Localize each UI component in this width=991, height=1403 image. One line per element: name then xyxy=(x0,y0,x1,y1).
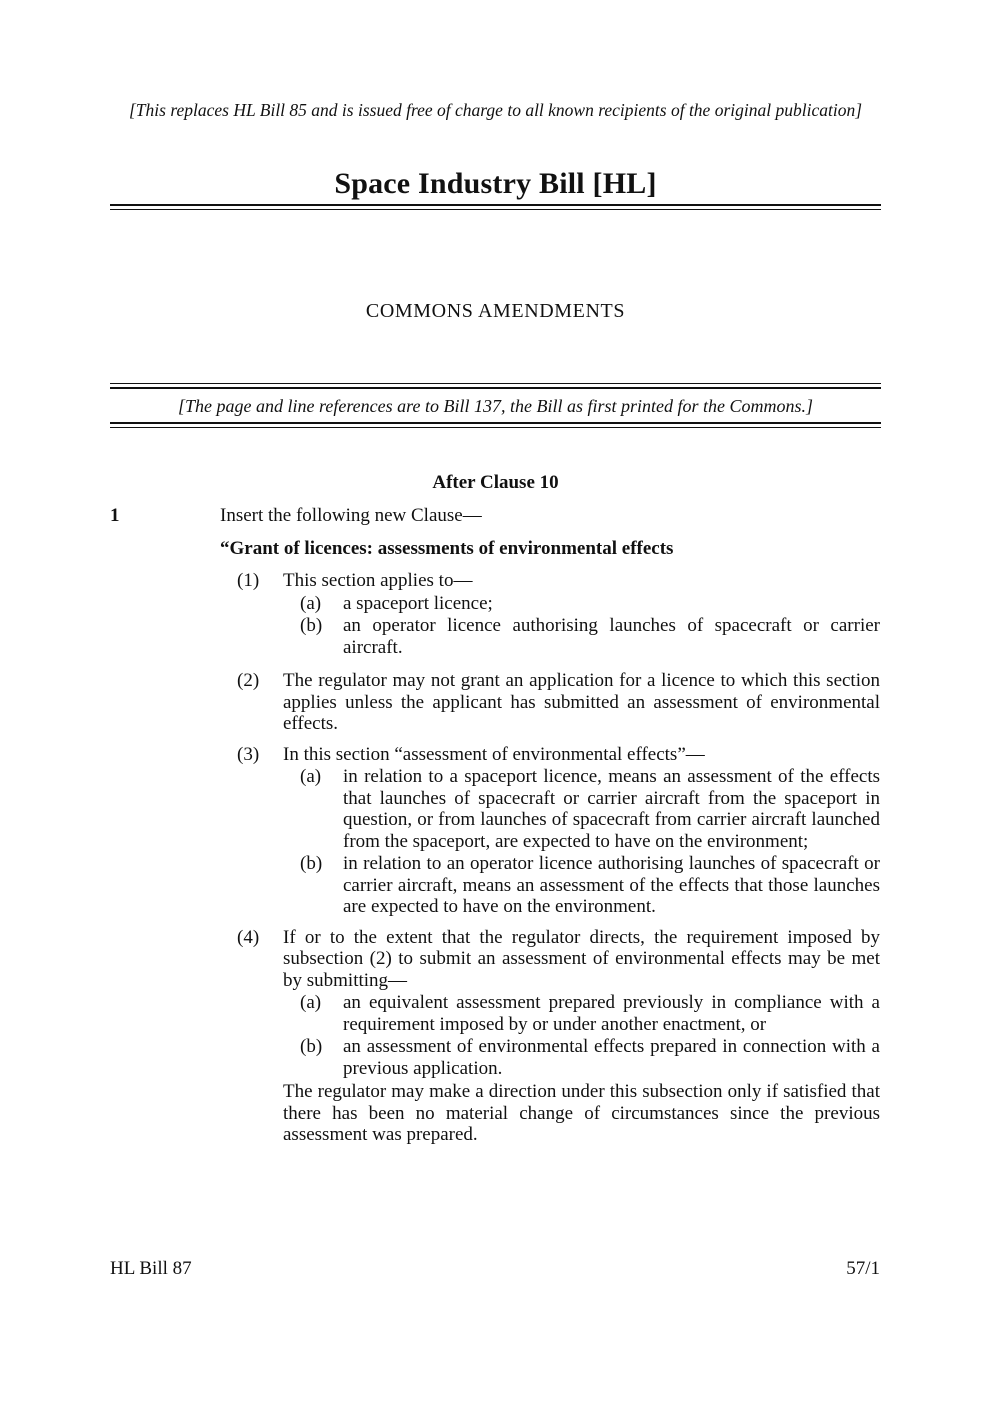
footer-serial-number: 57/1 xyxy=(846,1258,880,1279)
subsection-text: If or to the extent that the regulator directs, the requirement imposed by subsection (2) to submit an assessment of environmental effects may be met by submitting— xyxy=(283,926,880,991)
subsection-4-item-a xyxy=(220,992,880,1035)
item-number: (b) xyxy=(300,1036,323,1057)
subsection-1-item-a xyxy=(220,593,880,615)
subsection-4 xyxy=(220,927,880,992)
subsection-1 xyxy=(220,570,880,592)
item-text: a spaceport licence; xyxy=(343,592,493,614)
reference-note: [The page and line references are to Bill 137, the Bill as first printed for the Commons.] xyxy=(178,396,813,416)
subsection-text: This section applies to— xyxy=(283,570,473,591)
amendment-instruction: Insert the following new Clause— xyxy=(220,505,482,526)
subsection-number: (4) xyxy=(237,926,260,948)
page-footer xyxy=(110,1258,880,1280)
item-number: (a) xyxy=(300,766,322,787)
item-number: (a) xyxy=(300,992,322,1013)
item-text: an operator licence authorising launches of spacecraft or carrier aircraft. xyxy=(343,615,880,658)
replacement-note: [This replaces HL Bill 85 and is issued free of charge to all known recipients of the original publication] xyxy=(128,100,863,120)
subsection-4-closing-text: The regulator may make a direction under this subsection only if satisfied that there has been no material change of circumstances since the previous assessment was prepared. xyxy=(283,1081,880,1145)
item-text: an assessment of environmental effects prepared in connection with a previous application. xyxy=(343,1036,880,1079)
reference-note-box xyxy=(110,383,881,428)
item-text: in relation to an operator licence authorising launches of spacecraft or carrier aircraft, means an assessment of the effects that those launches are expected to have on the environment. xyxy=(343,853,880,917)
subsection-1-item-b xyxy=(220,615,880,658)
item-number: (b) xyxy=(300,615,323,636)
subsection-number: (1) xyxy=(237,570,260,591)
amendments-heading: COMMONS AMENDMENTS xyxy=(365,300,626,322)
amendment-1 xyxy=(110,505,880,1146)
subsection-2 xyxy=(220,670,880,735)
amendment-number: 1 xyxy=(110,505,120,526)
bill-title: Space Industry Bill [HL] xyxy=(334,167,657,200)
subsection-3 xyxy=(220,744,880,766)
item-number: (a) xyxy=(300,592,322,614)
subsection-3-item-a xyxy=(220,766,880,852)
item-number: (b) xyxy=(300,853,323,874)
subsection-text: The regulator may not grant an application for a licence to which this section applies unless the applicant has submitted an assessment of environmental effects. xyxy=(283,670,880,734)
subsection-number: (3) xyxy=(237,743,260,765)
reference-box-bottom-rule xyxy=(110,422,881,428)
place-heading: After Clause 10 xyxy=(432,472,559,493)
subsection-text: In this section “assessment of environmental effects”— xyxy=(283,743,705,765)
title-rule xyxy=(110,204,881,210)
subsection-3-item-b xyxy=(220,853,880,918)
item-text: an equivalent assessment prepared previously in compliance with a requirement imposed by or under another enactment, or xyxy=(343,992,880,1035)
subsection-number: (2) xyxy=(237,670,260,691)
subsection-4-item-b xyxy=(220,1036,880,1079)
amendment-body xyxy=(220,505,880,1146)
footer-bill-number: HL Bill 87 xyxy=(110,1258,192,1279)
new-clause-title: “Grant of licences: assessments of environmental effects xyxy=(220,537,674,559)
item-text: in relation to a spaceport licence, means an assessment of the effects that launches of spacecraft or carrier aircraft from the spaceport in question, or from launches of spacecraft from carrier aircraft launched from the spaceport, are expected to have on the environment; xyxy=(343,766,880,852)
